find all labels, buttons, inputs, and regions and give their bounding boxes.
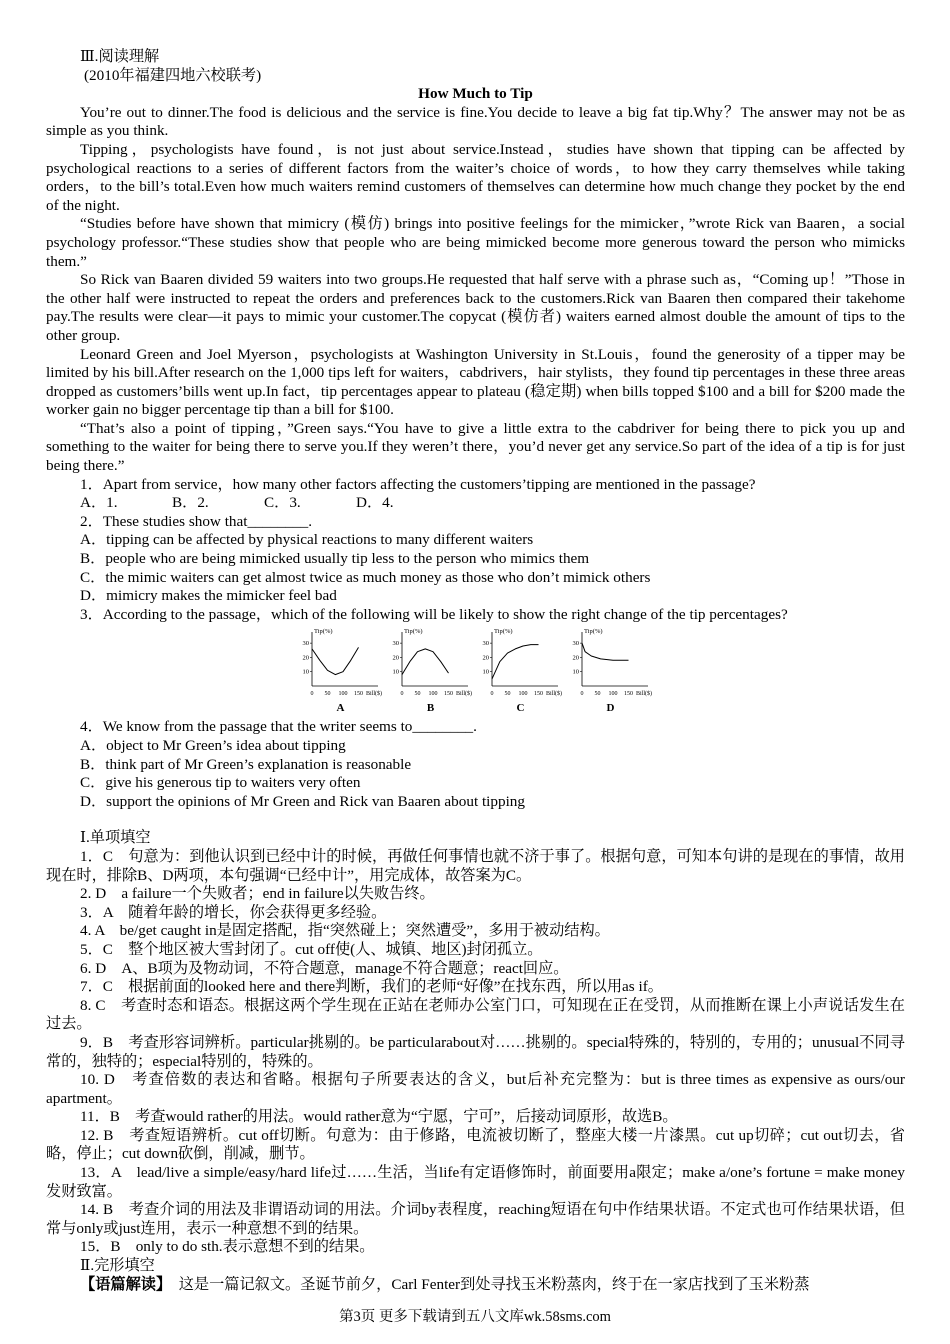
y-tick-label: 30 — [392, 640, 399, 648]
paragraph: Leonard Green and Joel Myerson，psychologists at Washington University in St.Louis，found the generosity of a tipper may be limited by his bill.After research on the 1,000 tips left for waiters，cabdrivers，hair stylists，they found tip percentages in these three areas dropped as customers’bills went up.In fact，tip percentages appear to plateau (稳定期) when bills topped $100 and a bill for $200 made the worker gain no bigger percentage tip than a bill for $100. — [46, 345, 905, 419]
answer-item: 13．A lead/live a simple/easy/hard life过……生活，当life有定语修饰时，前面要用a限定；make a/one’s fortune = make money发财致富。 — [46, 1164, 905, 1200]
y-tick-label: 20 — [572, 654, 579, 662]
chart-label: D — [606, 702, 615, 715]
page-content — [46, 48, 905, 1294]
page-footer: 第3页 更多下载请到五八文库wk.58sms.com — [339, 1309, 611, 1325]
chart-svg — [388, 626, 474, 702]
question-3-stem: 3．According to the passage，which of the following will be likely to show the right change of the tip percentages? — [80, 605, 788, 623]
y-tick-label: 30 — [482, 640, 489, 648]
section-heading-cloze: Ⅱ.完形填空 — [80, 1257, 155, 1275]
chart-d — [568, 626, 654, 714]
answer-item: 3．A 随着年龄的增长，你会获得更多经验。 — [80, 903, 387, 921]
answer-item: 7．C 根据前面的looked here and there判断，我们的老师“好像”在找东西，所以用as if。 — [80, 978, 663, 996]
option: D．support the opinions of Mr Green and Rick van Baaren about tipping — [80, 792, 525, 810]
y-axis-label: Tip(%) — [493, 628, 513, 636]
x-tick-label: 0 — [580, 691, 583, 698]
question-4-stem: 4．We know from the passage that the writer seems to________. — [80, 718, 477, 736]
x-axis-label: Bill($) — [635, 691, 652, 698]
tip-curve — [492, 645, 539, 679]
chart-label: C — [516, 702, 525, 715]
tip-curve — [582, 644, 629, 661]
y-tick-label: 10 — [572, 669, 579, 677]
paragraph: Tipping，psychologists have found，is not just about service.Instead，studies have shown that tipping can be affected by psychological reactions to a series of different factors from the waiter’s choice of words，to how they carry themselves while taking orders，to the bill’s total.Even how much waiters remind customers of themselves can determine how much change they pocket by the end of the night. — [46, 140, 905, 214]
x-tick-label: 100 — [608, 691, 617, 698]
answer-item: 5．C 整个地区被大雪封闭了。cut off使(人、城镇、地区)封闭孤立。 — [80, 940, 543, 958]
cloze-text: 这是一篇记叙文。圣诞节前夕，Carl Fenter到处寻找玉米粉蒸肉，终于在一家店找到了玉米粉蒸 — [163, 1275, 810, 1293]
option: B．think part of Mr Green’s explanation is reasonable — [80, 755, 412, 773]
answer-item: 11．B 考查would rather的用法。would rather意为“宁愿，宁可”，后接动词原形，故选B。 — [80, 1108, 678, 1126]
answer-item: 14. B 考查介词的用法及非谓语动词的用法。介词by表程度，reaching短语在句中作结果状语。不定式也可作结果状语，但常与only或just连用，表示一种意想不到的结果。 — [46, 1201, 905, 1237]
x-tick-label: 50 — [594, 691, 600, 698]
question-1-options — [46, 494, 905, 513]
option: A．tipping can be affected by physical reactions to many different waiters — [80, 531, 534, 549]
option: B．2. — [172, 494, 209, 512]
x-axis-label: Bill($) — [365, 691, 382, 698]
x-tick-label: 100 — [338, 691, 347, 698]
answer-item: 12. B 考查短语辨析。cut off切断。句意为：由于修路，电流被切断了，整座大楼一片漆黑。cut up切碎；cut out切去，省略，停止；cut down砍倒，削减，删节。 — [46, 1126, 905, 1163]
option: B．people who are being mimicked usually tip less to the person who mimics them — [80, 550, 590, 568]
paragraph: “That’s also a point of tipping，”Green says.“You have to give a little extra to the cabdriver for being there to pick you up and something to the waiter for being there to serve you.If they weren’t there，you’d never get any service.So part of the idea of a tip is for just being there.” — [46, 419, 905, 475]
tip-curve — [402, 649, 449, 675]
section-heading-single-choice: Ⅰ.单项填空 — [80, 829, 151, 847]
chart-label: A — [336, 702, 345, 715]
chart-svg — [478, 626, 564, 702]
section-heading-reading: Ⅲ.阅读理解 — [80, 48, 160, 65]
y-axis-label: Tip(%) — [583, 628, 603, 636]
question-1-stem: 1．Apart from service，how many other factors affecting the customers’tipping are mentioned in the passage? — [80, 475, 756, 493]
chart-b — [388, 626, 474, 714]
y-axis-label: Tip(%) — [313, 628, 333, 636]
x-axis-label: Bill($) — [455, 691, 472, 698]
cloze-label: 【语篇解读】 — [80, 1275, 164, 1293]
answer-item: 8. C 考查时态和语态。根据这两个学生现在正站在老师办公室门口，可知现在正在受罚，从而推断在课上小声说话发生在过去。 — [46, 996, 905, 1033]
tip-charts — [46, 626, 905, 714]
y-tick-label: 20 — [392, 654, 399, 662]
chart-c — [478, 626, 564, 714]
option: C．give his generous tip to waiters very often — [80, 774, 361, 792]
x-axis-label: Bill($) — [545, 691, 562, 698]
option: D．4. — [356, 494, 394, 512]
x-tick-label: 150 — [533, 691, 543, 698]
x-tick-label: 0 — [400, 691, 403, 698]
y-tick-label: 30 — [572, 640, 579, 648]
article-title: How Much to Tip — [418, 85, 533, 103]
y-axis-label: Tip(%) — [403, 628, 423, 636]
answer-item: 10. D 考查倍数的表达和省略。根据句子所要表达的含义，but后补充完整为：but is three times as expensive as ours/our apartment。 — [46, 1071, 905, 1107]
chart-svg — [568, 626, 654, 702]
x-tick-label: 50 — [324, 691, 330, 698]
chart-a — [298, 626, 384, 714]
option: C．the mimic waiters can get almost twice as much money as those who don’t mimick others — [80, 568, 651, 586]
chart-label: B — [426, 702, 435, 715]
y-tick-label: 30 — [302, 640, 309, 648]
answer-item: 1．C 句意为：到他认识到已经中计的时候，再做任何事情也就不济于事了。根据句意，可知本句讲的是现在的事情，故用现在时，排除B、D两项，本句强调“已经中计”，用完成体，故答案为C。 — [46, 847, 905, 884]
x-tick-label: 50 — [414, 691, 420, 698]
option: A．1. — [80, 494, 118, 512]
answer-item: 2. D a failure一个失败者；end in failure以失败告终。 — [80, 885, 435, 903]
answer-item: 6. D A、B项为及物动词，不符合题意，manage不符合题意；react回应。 — [80, 959, 569, 977]
question-2-stem: 2．These studies show that________. — [80, 512, 313, 530]
paragraph: You’re out to dinner.The food is delicious and the service is fine.You decide to leave a big fat tip.Why？The answer may not be as simple as you think. — [46, 103, 905, 140]
paragraph: “Studies before have shown that mimicry (模仿) brings into positive feelings for the mimicker，”wrote Rick van Baaren，a social psychology professor.“These studies show that people who are being mimicked become more generous toward the person who mimicks them.” — [46, 215, 905, 270]
cloze-passage-intro — [46, 1276, 905, 1295]
option: C．3. — [264, 494, 301, 512]
x-tick-label: 50 — [504, 691, 510, 698]
x-tick-label: 100 — [518, 691, 527, 698]
answer-item: 9．B 考查形容词辨析。particular挑剔的。be particularabout对……挑剔的。special特殊的，特别的，专用的；unusual不同寻常的，独特的；especial特别的，特殊的。 — [46, 1033, 905, 1070]
paragraph: So Rick van Baaren divided 59 waiters into two groups.He requested that half serve with a phrase such as，“Coming up！”Those in the other half were instructed to repeat the orders and preferences back to the customers.Rick van Baaren then compared their takehome pay.The results were clear—it pays to mimic your customer.The copycat (模仿者) waiters earned almost double the amount of tips to the other group. — [46, 271, 905, 344]
x-tick-label: 150 — [443, 691, 453, 698]
option: A．object to Mr Green’s idea about tipping — [80, 737, 346, 754]
y-tick-label: 10 — [482, 669, 489, 677]
y-tick-label: 20 — [302, 654, 309, 662]
x-tick-label: 100 — [428, 691, 437, 698]
y-tick-label: 10 — [392, 669, 399, 677]
tip-curve — [312, 648, 359, 675]
x-tick-label: 150 — [623, 691, 633, 698]
x-tick-label: 150 — [353, 691, 363, 698]
y-tick-label: 10 — [302, 669, 309, 677]
x-tick-label: 0 — [490, 691, 493, 698]
x-tick-label: 0 — [310, 691, 313, 698]
option: D．mimicry makes the mimicker feel bad — [80, 587, 337, 605]
answer-item: 15．B only to do sth.表示意想不到的结果。 — [80, 1238, 375, 1256]
source-note: (2010年福建四地六校联考) — [84, 66, 262, 84]
y-tick-label: 20 — [482, 654, 489, 662]
chart-svg — [298, 626, 384, 702]
answer-item: 4. A be/get caught in是固定搭配，指“突然碰上；突然遭受”，多用于被动结构。 — [80, 922, 610, 940]
